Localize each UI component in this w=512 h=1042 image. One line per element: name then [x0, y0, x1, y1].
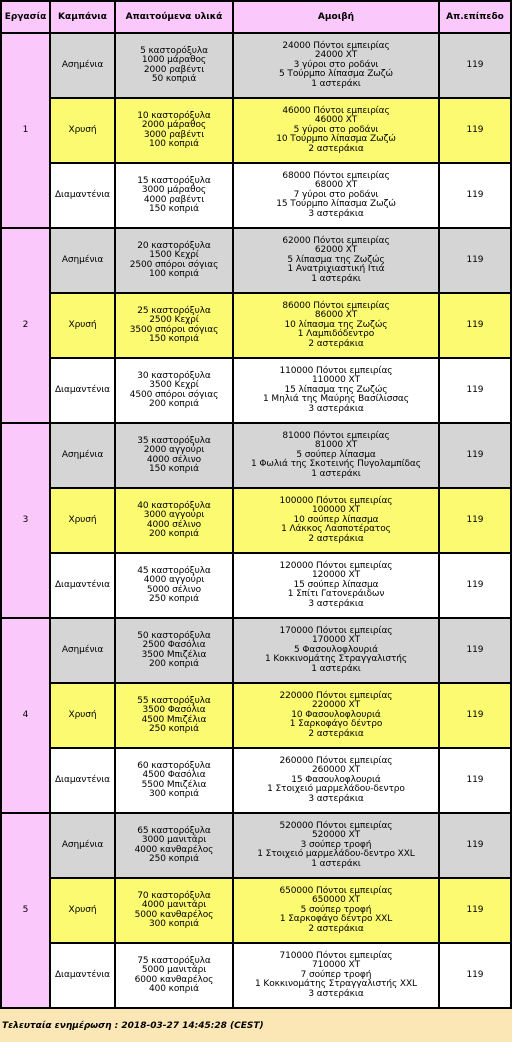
reward-line: 520000 Πόντοι εμπειρίας [279, 820, 393, 831]
table-row [2, 554, 510, 617]
table-row [2, 229, 510, 292]
material-line: 4000 ραβέντι [143, 194, 205, 205]
table-row [2, 359, 510, 422]
header-level: Απ.επίπεδο [440, 2, 510, 32]
reward-line: 46000 Πόντοι εμπειρίας [282, 105, 390, 116]
reward-line: 1 Ανατριχιαστική Ιτιά [287, 264, 385, 275]
task-number: 4 [2, 619, 49, 812]
material-line: 4500 Φασόλια [142, 770, 206, 781]
material-line: 4500 σπόροι σόγιας [129, 389, 219, 400]
level-cell: 119 [440, 164, 510, 227]
material-line: 2500 σπόροι σόγιας [129, 259, 219, 270]
reward-line: 81000 ΧΤ [314, 440, 358, 451]
campaign-cell: Χρυσή [51, 99, 114, 162]
reward-line: 120000 Πόντοι εμπειρίας [279, 560, 393, 571]
campaign-cell: Χρυσή [51, 684, 114, 747]
reward-line: 220000 Πόντοι εμπειρίας [279, 690, 393, 701]
reward-line: 81000 Πόντοι εμπειρίας [282, 430, 390, 441]
materials-cell [116, 424, 232, 487]
materials-cell [116, 229, 232, 292]
campaign-cell: Ασημένια [51, 229, 114, 292]
reward-line: 10 Φασουλοφλουριά [291, 709, 381, 720]
material-line: 6000 κανθαρέλος [134, 974, 214, 985]
reward-line: 2 αστεράκια [308, 143, 364, 154]
reward-line: 710000 ΧΤ [312, 960, 360, 971]
header-task: Εργασία [2, 2, 49, 32]
material-line: 35 καστορόξυλα [137, 435, 211, 446]
reward-line: 86000 ΧΤ [314, 310, 358, 321]
reward-line: 120000 ΧΤ [312, 570, 360, 581]
reward-line: 170000 ΧΤ [312, 635, 360, 646]
material-line: 45 καστορόξυλα [137, 565, 211, 576]
material-line: 200 κοπριά [149, 528, 199, 539]
reward-line: 1 Σπίτι Γατονεράιδων [287, 589, 385, 600]
table-body [2, 34, 510, 1007]
reward-line: 110000 ΧΤ [312, 375, 360, 386]
table-row [2, 944, 510, 1007]
material-line: 250 κοπριά [149, 593, 199, 604]
reward-line: 260000 Πόντοι εμπειρίας [279, 755, 393, 766]
level-cell: 119 [440, 554, 510, 617]
reward-cell [234, 684, 438, 747]
materials-cell [116, 944, 232, 1007]
header-materials: Απαιτούμενα υλικά [116, 2, 232, 32]
material-line: 5000 μανιτάρι [141, 965, 207, 976]
material-line: 2500 Κεχρί [149, 315, 199, 326]
materials-cell [116, 164, 232, 227]
material-line: 3500 Κεχρί [149, 380, 199, 391]
reward-line: 5 Τούρμπο λίπασμα Ζωζώ [279, 69, 393, 80]
reward-line: 260000 ΧΤ [312, 765, 360, 776]
materials-cell [116, 489, 232, 552]
materials-cell [116, 99, 232, 162]
material-line: 30 καστορόξυλα [137, 370, 211, 381]
campaign-cell: Ασημένια [51, 619, 114, 682]
table-row [2, 164, 510, 227]
material-line: 150 κοπριά [149, 333, 199, 344]
reward-line: 3 γύροι στο ροδάνι [293, 59, 379, 70]
header-row [2, 2, 510, 32]
material-line: 40 καστορόξυλα [137, 500, 211, 511]
material-line: 100 κοπριά [149, 268, 199, 279]
level-cell: 119 [440, 424, 510, 487]
reward-line: 10 σούπερ λίπασμα [293, 514, 379, 525]
level-cell: 119 [440, 99, 510, 162]
reward-line: 3 αστεράκια [308, 988, 364, 999]
reward-line: 1 Μηλιά της Μαύρης Βασίλισσας [263, 394, 409, 405]
reward-line: 10 Τούρμπο λίπασμα Ζωζώ [276, 134, 396, 145]
reward-line: 5 γύροι στο ροδάνι [293, 124, 379, 135]
material-line: 3000 ραβέντι [143, 129, 205, 140]
campaign-cell: Χρυσή [51, 879, 114, 942]
reward-line: 110000 Πόντοι εμπειρίας [279, 365, 393, 376]
table-row [2, 814, 510, 877]
materials-cell [116, 879, 232, 942]
materials-cell [116, 814, 232, 877]
material-line: 4000 αγγούρι [143, 575, 205, 586]
campaign-cell: Ασημένια [51, 34, 114, 97]
materials-cell [116, 619, 232, 682]
material-line: 3500 Μπιζέλια [141, 649, 207, 660]
material-line: 5500 Μπιζέλια [141, 779, 207, 790]
reward-line: 2 αστεράκια [308, 533, 364, 544]
reward-line: 650000 Πόντοι εμπειρίας [279, 885, 393, 896]
reward-line: 68000 ΧΤ [314, 180, 358, 191]
material-line: 2000 μάραθος [141, 120, 207, 131]
reward-line: 24000 ΧΤ [314, 50, 358, 61]
reward-line: 68000 Πόντοι εμπειρίας [282, 170, 390, 181]
level-cell: 119 [440, 359, 510, 422]
reward-line: 650000 ΧΤ [312, 895, 360, 906]
campaign-cell: Διαμαντένια [51, 944, 114, 1007]
material-line: 200 κοπριά [149, 658, 199, 669]
reward-line: 1 αστεράκι [311, 858, 361, 869]
reward-line: 1 Στοιχειό μαρμελάδου-δεντρο XXL [257, 849, 415, 860]
table-row [2, 424, 510, 487]
reward-cell [234, 359, 438, 422]
reward-line: 15 Φασουλοφλουριά [291, 774, 381, 785]
level-cell: 119 [440, 749, 510, 812]
reward-line: 46000 ΧΤ [314, 115, 358, 126]
material-line: 70 καστορόξυλα [137, 890, 211, 901]
material-line: 50 καστορόξυλα [137, 630, 211, 641]
reward-line: 1 αστεράκι [311, 78, 361, 89]
material-line: 4000 κανθαρέλος [134, 844, 214, 855]
materials-cell [116, 294, 232, 357]
campaign-cell: Διαμαντένια [51, 164, 114, 227]
material-line: 5000 κανθαρέλος [134, 909, 214, 920]
material-line: 25 καστορόξυλα [137, 305, 211, 316]
material-line: 3500 Φασόλια [142, 705, 206, 716]
table-row [2, 749, 510, 812]
material-line: 50 κοπριά [151, 73, 197, 84]
reward-cell [234, 619, 438, 682]
campaign-cell: Διαμαντένια [51, 359, 114, 422]
reward-line: 5 λίπασμα της Ζωζώς [287, 254, 385, 265]
level-cell: 119 [440, 619, 510, 682]
reward-line: 1 Στοιχειό μαρμελάδου-δεντρο [267, 784, 405, 795]
material-line: 3000 αγγούρι [143, 510, 205, 521]
table-row [2, 34, 510, 97]
level-cell: 119 [440, 684, 510, 747]
material-line: 4000 μανιτάρι [141, 900, 207, 911]
table-row [2, 619, 510, 682]
reward-cell [234, 554, 438, 617]
campaign-cell: Ασημένια [51, 814, 114, 877]
reward-cell [234, 879, 438, 942]
level-cell: 119 [440, 814, 510, 877]
reward-line: 1 Λαμπιδόδεντρο [297, 329, 375, 340]
reward-line: 520000 ΧΤ [312, 830, 360, 841]
reward-cell [234, 424, 438, 487]
reward-line: 1 αστεράκι [311, 663, 361, 674]
reward-line: 3 σούπερ τροφή [300, 839, 372, 850]
material-line: 4500 Μπιζέλια [141, 714, 207, 725]
material-line: 65 καστορόξυλα [137, 825, 211, 836]
materials-cell [116, 34, 232, 97]
reward-line: 62000 ΧΤ [314, 245, 358, 256]
reward-line: 7 γύροι στο ροδάνι [293, 189, 379, 200]
material-line: 2000 αγγούρι [143, 445, 205, 456]
material-line: 5000 σέλινο [146, 584, 202, 595]
reward-cell [234, 229, 438, 292]
reward-line: 5 Φασουλοφλουριά [294, 644, 378, 655]
level-cell: 119 [440, 879, 510, 942]
table-row [2, 684, 510, 747]
material-line: 15 καστορόξυλα [137, 175, 211, 186]
material-line: 2500 Φασόλια [142, 640, 206, 651]
reward-cell [234, 944, 438, 1007]
reward-line: 2 αστεράκια [308, 338, 364, 349]
reward-cell [234, 489, 438, 552]
material-line: 400 κοπριά [149, 983, 199, 994]
header-reward: Αμοιβή [234, 2, 438, 32]
reward-line: 1 Κοκκινομάτης Στραγγαλιστής XXL [255, 979, 417, 990]
reward-line: 1 Λάκκος Λασποτέρατος [281, 524, 391, 535]
reward-line: 5 σούπερ λίπασμα [296, 449, 376, 460]
material-line: 300 κοπριά [149, 788, 199, 799]
reward-line: 1 Σαρκοφάγο δέντρο [289, 719, 383, 730]
material-line: 3000 μανιτάρι [141, 835, 207, 846]
reward-line: 2 αστεράκια [308, 923, 364, 934]
material-line: 3000 μάραθος [141, 185, 207, 196]
reward-line: 15 λίπασμα της Ζωζώς [284, 384, 388, 395]
material-line: 300 κοπριά [149, 918, 199, 929]
material-line: 250 κοπριά [149, 723, 199, 734]
reward-line: 7 σούπερ τροφή [300, 969, 372, 980]
reward-line: 1 Φωλιά της Σκοτεινής Πυγολαμπίδας [251, 459, 421, 470]
material-line: 250 κοπριά [149, 853, 199, 864]
task-number: 1 [2, 34, 49, 227]
task-number: 2 [2, 229, 49, 422]
material-line: 60 καστορόξυλα [137, 760, 211, 771]
table-row [2, 879, 510, 942]
level-cell: 119 [440, 489, 510, 552]
reward-line: 3 αστεράκια [308, 208, 364, 219]
reward-line: 3 αστεράκια [308, 403, 364, 414]
reward-line: 220000 ΧΤ [312, 700, 360, 711]
reward-line: 24000 Πόντοι εμπειρίας [282, 40, 390, 51]
material-line: 2000 ραβέντι [143, 64, 205, 75]
reward-line: 3 αστεράκια [308, 598, 364, 609]
materials-cell [116, 749, 232, 812]
reward-line: 5 σούπερ τροφή [300, 904, 372, 915]
materials-cell [116, 684, 232, 747]
material-line: 4000 σέλινο [146, 519, 202, 530]
reward-line: 1 Σαρκοφάγο δέντρο XXL [279, 914, 393, 925]
reward-line: 710000 Πόντοι εμπειρίας [279, 950, 393, 961]
materials-cell [116, 554, 232, 617]
materials-cell [116, 359, 232, 422]
material-line: 200 κοπριά [149, 398, 199, 409]
material-line: 1000 μάραθος [141, 55, 207, 66]
material-line: 150 κοπριά [149, 463, 199, 474]
level-cell: 119 [440, 34, 510, 97]
reward-line: 62000 Πόντοι εμπειρίας [282, 235, 390, 246]
material-line: 5 καστορόξυλα [140, 45, 208, 56]
table-row [2, 489, 510, 552]
material-line: 150 κοπριά [149, 203, 199, 214]
campaign-cell: Ασημένια [51, 424, 114, 487]
reward-line: 15 σούπερ λίπασμα [293, 579, 379, 590]
reward-line: 2 αστεράκια [308, 728, 364, 739]
level-cell: 119 [440, 229, 510, 292]
task-number: 5 [2, 814, 49, 1007]
campaign-cell: Διαμαντένια [51, 554, 114, 617]
last-updated: Τελευταία ενημέρωση : 2018-03-27 14:45:28 (CEST) [2, 1021, 264, 1031]
reward-line: 100000 Πόντοι εμπειρίας [279, 495, 393, 506]
campaign-cell: Χρυσή [51, 489, 114, 552]
table-row [2, 99, 510, 162]
material-line: 4000 σέλινο [146, 454, 202, 465]
reward-cell [234, 99, 438, 162]
reward-cell [234, 164, 438, 227]
reward-line: 1 αστεράκι [311, 273, 361, 284]
material-line: 1500 Κεχρί [149, 250, 199, 261]
reward-line: 100000 ΧΤ [312, 505, 360, 516]
reward-line: 170000 Πόντοι εμπειρίας [279, 625, 393, 636]
task-number: 3 [2, 424, 49, 617]
reward-cell [234, 814, 438, 877]
reward-line: 3 αστεράκια [308, 793, 364, 804]
reward-line: 15 Τούρμπο λίπασμα Ζωζώ [276, 199, 396, 210]
material-line: 100 κοπριά [149, 138, 199, 149]
level-cell: 119 [440, 944, 510, 1007]
reward-line: 10 λίπασμα της Ζωζώς [284, 319, 388, 330]
campaign-cell: Χρυσή [51, 294, 114, 357]
material-line: 10 καστορόξυλα [137, 110, 211, 121]
reward-cell [234, 294, 438, 357]
table-row [2, 294, 510, 357]
header-campaign: Καμπάνια [51, 2, 114, 32]
reward-line: 1 Κοκκινομάτης Στραγγαλιστής [264, 654, 408, 665]
reward-cell [234, 749, 438, 812]
material-line: 75 καστορόξυλα [137, 955, 211, 966]
campaign-cell: Διαμαντένια [51, 749, 114, 812]
material-line: 3500 σπόροι σόγιας [129, 324, 219, 335]
reward-line: 86000 Πόντοι εμπειρίας [282, 300, 390, 311]
level-cell: 119 [440, 294, 510, 357]
material-line: 20 καστορόξυλα [137, 240, 211, 251]
material-line: 55 καστορόξυλα [137, 695, 211, 706]
reward-cell [234, 34, 438, 97]
reward-line: 1 αστεράκι [311, 468, 361, 479]
